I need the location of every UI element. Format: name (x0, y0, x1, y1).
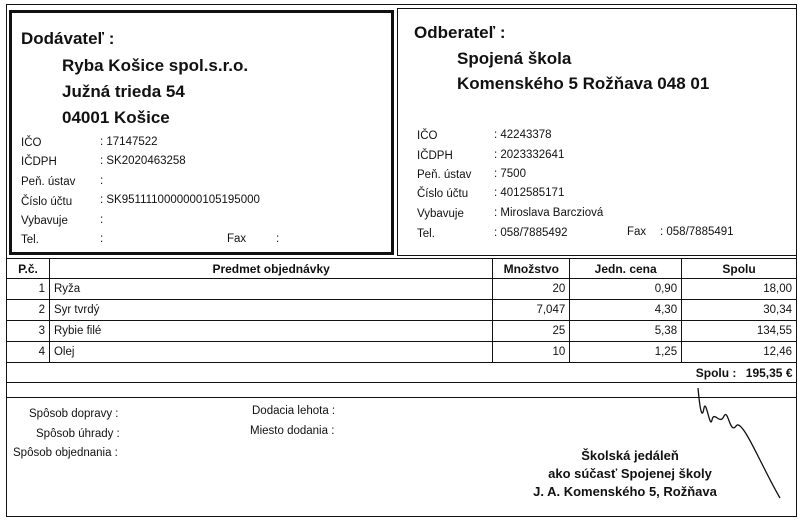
header-cell: Spolu (682, 259, 797, 279)
ordering-label: Spôsob objednania : (13, 447, 118, 459)
supplier-field-value: : SK9511110000000105195000 (100, 194, 260, 206)
customer-name: Spojená škola (457, 49, 572, 68)
row-number: 3 (7, 321, 50, 342)
supplier-heading: Dodávateľ : (21, 29, 115, 48)
supplier-field-value: : (100, 175, 104, 187)
row-total: 134,55 (682, 321, 797, 342)
header-cell: Predmet objednávky (49, 259, 492, 279)
customer-address: Komenského 5 Rožňava 048 01 (457, 74, 710, 93)
row-total: 12,46 (682, 342, 797, 363)
row-item: Syr tvrdý (49, 300, 492, 321)
customer-field-value: : 2023332641 (494, 149, 565, 161)
row-item: Rybie filé (49, 321, 492, 342)
sum-cell (7, 363, 797, 383)
delivery-place-label: Miesto dodania : (250, 425, 335, 437)
row-number: 2 (7, 300, 50, 321)
table-row (7, 300, 797, 321)
table-sum-row (7, 363, 797, 383)
customer-fax-label: Fax (627, 226, 647, 238)
supplier-field-label: Peň. ústav (21, 176, 76, 188)
row-qty: 25 (493, 321, 570, 342)
customer-field-label: Tel. (417, 228, 435, 240)
row-total: 18,00 (682, 279, 797, 300)
row-number: 1 (7, 279, 50, 300)
customer-field-value: : 7500 (494, 168, 526, 180)
row-price: 4,30 (570, 300, 682, 321)
stamp-line-1: Školská jedáleň (581, 448, 679, 463)
customer-field-label: Vybavuje (417, 208, 464, 220)
supplier-fax-value: : (276, 233, 280, 245)
row-price: 1,25 (570, 342, 682, 363)
header-cell: Množstvo (493, 259, 570, 279)
sum-label: Spolu : (695, 365, 737, 380)
supplier-field-value: : (100, 233, 104, 245)
stamp-line-2: ako súčasť Spojenej školy (548, 466, 712, 481)
customer-box (397, 8, 797, 256)
supplier-fax-label: Fax (227, 233, 247, 245)
row-item: Ryža (49, 279, 492, 300)
row-number: 4 (7, 342, 50, 363)
table-row (7, 342, 797, 363)
stamp-line-3: J. A. Komenského 5, Rožňava (533, 484, 717, 499)
supplier-field-value: : (100, 214, 104, 226)
transport-label: Spôsob dopravy : (29, 408, 119, 420)
supplier-field-label: Vybavuje (21, 215, 68, 227)
customer-field-label: IČDPH (417, 150, 453, 162)
table-row (7, 321, 797, 342)
supplier-field-label: Tel. (21, 234, 39, 246)
items-table (6, 258, 797, 383)
table-header-row (7, 259, 797, 279)
supplier-street: Južná trieda 54 (62, 82, 185, 101)
sum-value: 195,35 € (745, 365, 793, 380)
customer-field-value: : 058/7885492 (494, 227, 568, 239)
customer-field-label: IČO (417, 130, 438, 142)
supplier-field-label: Číslo účtu (21, 196, 73, 208)
delivery-time-label: Dodacia lehota : (252, 405, 336, 417)
supplier-field-value: : SK2020463258 (100, 155, 186, 167)
supplier-box (9, 10, 394, 255)
customer-field-label: Peň. ústav (417, 169, 472, 181)
row-qty: 10 (493, 342, 570, 363)
footer-divider (6, 397, 797, 398)
row-price: 5,38 (570, 321, 682, 342)
customer-fax-value: : 058/7885491 (660, 226, 734, 238)
customer-field-value: : 42243378 (494, 129, 552, 141)
supplier-city: 04001 Košice (62, 108, 170, 127)
customer-field-value: : 4012585171 (494, 187, 565, 199)
customer-field-value: : Miroslava Barcziová (494, 207, 604, 219)
customer-heading: Odberateľ : (414, 23, 506, 42)
supplier-field-value: : 17147522 (100, 136, 158, 148)
row-qty: 20 (493, 279, 570, 300)
supplier-name: Ryba Košice spol.s.r.o. (62, 56, 249, 75)
payment-label: Spôsob úhrady : (36, 428, 120, 440)
row-qty: 7,047 (493, 300, 570, 321)
table-row (7, 279, 797, 300)
supplier-field-label: IČDPH (21, 156, 57, 168)
header-cell: Jedn. cena (570, 259, 682, 279)
customer-field-label: Číslo účtu (417, 188, 469, 200)
row-total: 30,34 (682, 300, 797, 321)
row-item: Olej (49, 342, 492, 363)
header-cell: P.č. (7, 259, 50, 279)
row-price: 0,90 (570, 279, 682, 300)
signature (680, 380, 790, 500)
supplier-field-label: IČO (21, 137, 42, 149)
